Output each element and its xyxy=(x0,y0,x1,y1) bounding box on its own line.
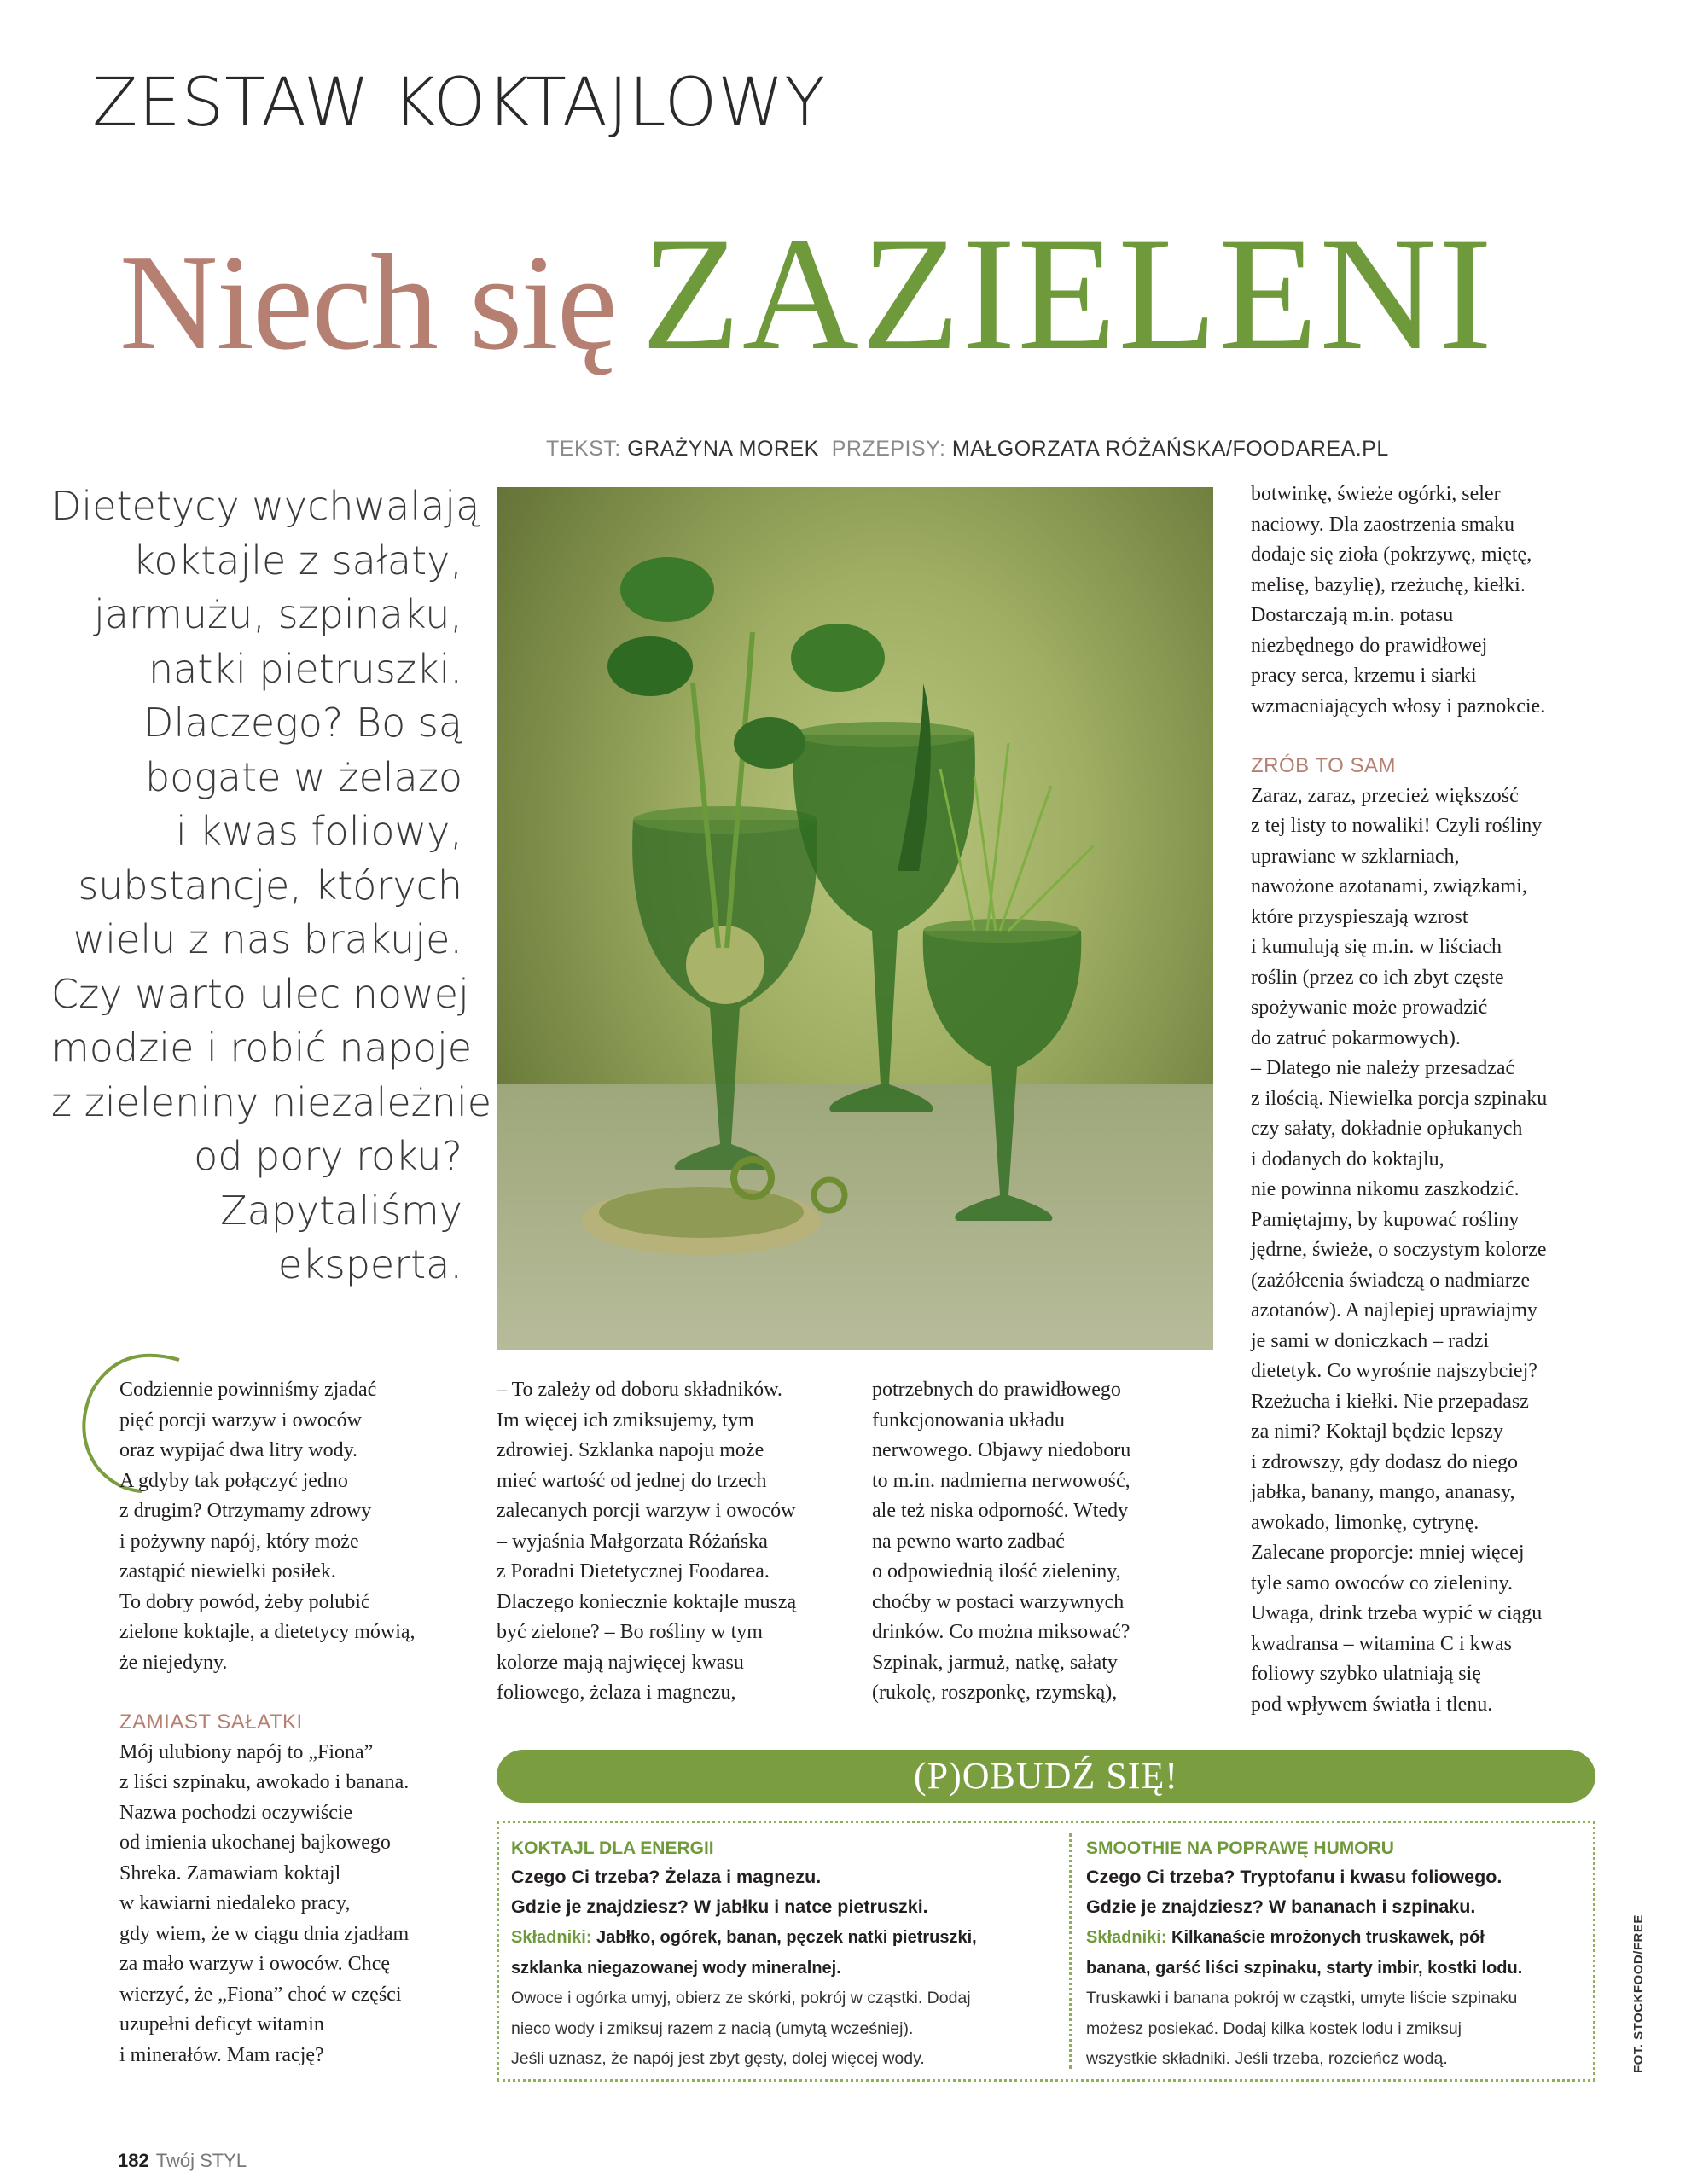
recipe-2-title: SMOOTHIE NA POPRAWĘ HUMORU xyxy=(1086,1838,1394,1858)
credits xyxy=(546,437,1389,462)
body-line: wzmacniających włosy i paznokcie. xyxy=(1251,694,1546,717)
lead-line: bogate w żelazo xyxy=(144,753,462,800)
hero-photo xyxy=(497,487,1213,1350)
lead-line: wielu z nas brakuje. xyxy=(73,916,462,962)
body-line: i zdrowszy, gdy dodasz do niego xyxy=(1251,1450,1519,1473)
body-line: (zażółcenia świadczą o nadmiarze xyxy=(1251,1269,1531,1292)
body-line: azotanów). A najlepiej uprawiajmy xyxy=(1251,1299,1537,1321)
body-line: za nimi? Koktajl będzie lepszy xyxy=(1251,1420,1503,1443)
body-line: jabłka, banany, mango, ananasy, xyxy=(1251,1481,1515,1503)
body-line: foliowego, żelaza i magnezu, xyxy=(497,1682,736,1704)
recipe-1-title: KOKTAJL DLA ENERGII xyxy=(511,1838,714,1858)
body-line: Mój ulubiony napój to „Fiona” xyxy=(119,1740,374,1763)
page-number: 182 xyxy=(118,2150,149,2171)
headline xyxy=(119,205,1495,384)
body-line: ale też niska odporność. Wtedy xyxy=(872,1500,1129,1522)
body-line: Dostarczają m.in. potasu xyxy=(1251,604,1454,626)
box-divider xyxy=(1069,1833,1072,2069)
body-line: roślin (przez co ich zbyt częste xyxy=(1251,966,1504,989)
recipe-box-2 xyxy=(1086,1835,1522,2075)
subhead-zamiast-salatki: ZAMIAST SAŁATKI xyxy=(119,1711,303,1734)
body-line: dietetyk. Co wyrośnie najszybciej? xyxy=(1251,1360,1537,1382)
body-line: być zielone? – Bo rośliny w tym xyxy=(497,1621,763,1643)
body-line: (rukolę, roszponkę, rzymską), xyxy=(872,1682,1118,1704)
lead-line: eksperta. xyxy=(277,1241,462,1287)
lead-line: modzie i robić napoje xyxy=(51,1025,473,1071)
body-line: nerwowego. Objawy niedoboru xyxy=(872,1439,1131,1461)
body-line: potrzebnych do prawidłowego xyxy=(872,1379,1121,1401)
body-line: nie powinna nikomu zaszkodzić. xyxy=(1251,1178,1520,1200)
body-line: Nazwa pochodzi oczywiście xyxy=(119,1801,353,1824)
column-1 xyxy=(119,1375,416,2071)
body-line: pięć porcji warzyw i owoców xyxy=(119,1409,362,1432)
recipe-box-1 xyxy=(511,1835,977,2075)
page-footer xyxy=(118,2150,247,2172)
body-line: jędrne, świeże, o soczystym kolorze xyxy=(1251,1239,1547,1261)
body-line: uprawiane w szklarniach, xyxy=(1251,845,1460,868)
body-line: awokado, limonkę, cytrynę. xyxy=(1251,1511,1479,1534)
body-line: pod wpływem światła i tlenu. xyxy=(1251,1693,1493,1716)
body-line: spożywanie może prowadzić xyxy=(1251,996,1488,1019)
lead-line: substancje, których xyxy=(78,862,462,909)
lead-line: i kwas foliowy, xyxy=(176,808,462,854)
body-line: mieć wartość od jednej do trzech xyxy=(497,1469,767,1492)
body-line: je sami w doniczkach – radzi xyxy=(1251,1329,1490,1352)
column-4 xyxy=(1251,479,1547,1720)
recipe-1-answer: Gdzie je znajdziesz? W jabłku i natce pietruszki. xyxy=(511,1896,928,1917)
body-line: Pamiętajmy, by kupować rośliny xyxy=(1251,1208,1520,1231)
recipe-2-desc-1: Truskawki i banana pokrój w cząstki, umyte liście szpinaku xyxy=(1086,1989,1518,2007)
body-line: z ilością. Niewielka porcja szpinaku xyxy=(1251,1087,1548,1110)
lead-line: jarmużu, szpinaku, xyxy=(93,591,462,637)
section-label: ZESTAW KOKTAJLOWY xyxy=(92,65,826,142)
recipes-banner: (P)OBUDŹ SIĘ! xyxy=(497,1750,1595,1803)
lead-paragraph xyxy=(51,479,492,1292)
column-2 xyxy=(497,1375,796,1709)
body-line: niezbędnego do prawidłowej xyxy=(1251,634,1488,657)
body-line: tyle samo owoców co zieleniny. xyxy=(1251,1571,1514,1594)
body-line: nawożone azotanami, związkami, xyxy=(1251,875,1527,897)
body-line: Dlaczego koniecznie koktajle muszą xyxy=(497,1590,797,1613)
body-line: zdrowiej. Szklanka napoju może xyxy=(497,1439,764,1461)
lead-line: Dlaczego? Bo są xyxy=(143,700,462,746)
body-line: na pewno warto zadbać xyxy=(872,1530,1065,1553)
body-line: gdy wiem, że w ciągu dnia zjadłam xyxy=(119,1922,410,1945)
body-line: Zaraz, zaraz, przecież większość xyxy=(1251,784,1519,807)
body-line: drinków. Co można miksować? xyxy=(872,1621,1130,1643)
text-credit-author: GRAŻYNA MOREK xyxy=(627,437,819,461)
recipe-1-ingredients-cont: szklanka niegazowanej wody mineralnej. xyxy=(511,1959,841,1978)
body-line: z liści szpinaku, awokado i banana. xyxy=(119,1771,410,1793)
body-line: i dodanych do koktajlu, xyxy=(1251,1147,1444,1170)
recipe-2-ingredients: Składniki: Kilkanaście mrożonych truskawek, pół xyxy=(1086,1928,1485,1947)
recipe-1-ingredients: Składniki: Jabłko, ogórek, banan, pęczek natki pietruszki, xyxy=(511,1928,977,1947)
body-line: funkcjonowania układu xyxy=(872,1409,1065,1432)
body-line: – Dlatego nie należy przesadzać xyxy=(1251,1057,1515,1079)
body-line: Zalecane proporcje: mniej więcej xyxy=(1251,1542,1525,1564)
body-line: kwadransa – witamina C i kwas xyxy=(1251,1632,1512,1655)
body-line: wierzyć, że „Fiona” choć w części xyxy=(119,1983,402,2006)
body-line: Codziennie powinniśmy zjadać xyxy=(119,1379,377,1401)
body-line: botwinkę, świeże ogórki, seler xyxy=(1251,483,1501,505)
recipes-credit-label: PRZEPISY: xyxy=(831,437,946,461)
body-line: które przyspieszają wzrost xyxy=(1251,905,1468,928)
body-line: zastąpić niewielki posiłek. xyxy=(119,1560,336,1583)
photo-credit: FOT. STOCKFOOD/FREE xyxy=(1631,1914,1646,2073)
body-line: do zatruć pokarmowych). xyxy=(1251,1026,1461,1049)
recipe-boxes xyxy=(497,1821,1595,2082)
lead-line: od pory roku? xyxy=(194,1133,462,1179)
body-line: choćby w postaci warzywnych xyxy=(872,1590,1125,1613)
subhead-zrob-to-sam: ZRÓB TO SAM xyxy=(1251,754,1396,777)
headline-part2: ZAZIELENI xyxy=(641,205,1495,384)
body-line: To dobry powód, żeby polubić xyxy=(119,1590,370,1613)
body-line: naciowy. Dla zaostrzenia smaku xyxy=(1251,513,1514,536)
recipe-2-answer: Gdzie je znajdziesz? W bananach i szpinaku. xyxy=(1086,1896,1476,1917)
body-line: za mało warzyw i owoców. Chcę xyxy=(119,1953,390,1975)
lead-line: Dietetycy wychwalają xyxy=(51,483,480,529)
body-line: że niejedyny. xyxy=(119,1651,228,1674)
magazine-name: Twój STYL xyxy=(155,2150,247,2171)
recipe-1-desc-2: nieco wody i zmiksuj razem z nacią (umytą wcześniej). xyxy=(511,2018,914,2038)
column-3 xyxy=(872,1375,1130,1709)
body-line: od imienia ukochanej bajkowego xyxy=(119,1832,391,1854)
body-line: czy sałaty, dokładnie opłukanych xyxy=(1251,1118,1523,1140)
body-line: Uwaga, drink trzeba wypić w ciągu xyxy=(1251,1602,1543,1624)
body-line: zielone koktajle, a dietetycy mówią, xyxy=(119,1621,416,1643)
recipe-2-desc-2: możesz posiekać. Dodaj kilka kostek lodu i zmiksuj xyxy=(1086,2018,1462,2038)
body-line: – wyjaśnia Małgorzata Różańska xyxy=(497,1530,768,1553)
body-line: Shreka. Zamawiam koktajl xyxy=(119,1862,341,1885)
body-line: zalecanych porcji warzyw i owoców xyxy=(497,1500,796,1522)
recipe-1-desc-1: Owoce i ogórka umyj, obierz ze skórki, pokrój w cząstki. Dodaj xyxy=(511,1989,971,2007)
body-line: A gdyby tak połączyć jedno xyxy=(119,1469,348,1492)
recipe-1-question: Czego Ci trzeba? Żelaza i magnezu. xyxy=(511,1867,822,1887)
headline-part1: Niech się xyxy=(119,226,616,378)
recipe-2-ingredients-cont: banana, garść liści szpinaku, starty imbir, kostki lodu. xyxy=(1086,1959,1523,1978)
recipes-credit-author: MAŁGORZATA RÓŻAŃSKA/FOODAREA.PL xyxy=(951,437,1389,461)
lead-line: koktajle z sałaty, xyxy=(132,537,462,584)
body-line: uzupełni deficyt witamin xyxy=(119,2013,324,2036)
body-line: Rzeżucha i kiełki. Nie przepadasz xyxy=(1251,1390,1529,1413)
body-line: oraz wypijać dwa litry wody. xyxy=(119,1439,358,1461)
lead-line: natki pietruszki. xyxy=(148,645,462,692)
body-line: z drugim? Otrzymamy zdrowy xyxy=(119,1500,372,1522)
body-line: Im więcej ich zmiksujemy, tym xyxy=(497,1409,754,1432)
body-line: melisę, bazylię), rzeżuchę, kiełki. xyxy=(1251,573,1526,596)
recipe-1-desc-3: Jeśli uznasz, że napój jest zbyt gęsty, dolej więcej wody. xyxy=(511,2049,925,2068)
text-credit-label: TEKST: xyxy=(546,437,621,461)
body-line: z tej listy to nowaliki! Czyli rośliny xyxy=(1251,815,1543,837)
body-line: Szpinak, jarmuż, natkę, sałaty xyxy=(872,1651,1118,1674)
body-line: i kumulują się m.in. w liściach xyxy=(1251,936,1502,958)
body-line: o odpowiednią ilość zieleniny, xyxy=(872,1560,1121,1583)
lead-line: Zapytaliśmy xyxy=(220,1187,462,1234)
recipe-2-desc-3: wszystkie składniki. Jeśli trzeba, rozcieńcz wodą. xyxy=(1086,2049,1448,2068)
body-line: dodaje się zioła (pokrzywę, miętę, xyxy=(1251,543,1532,566)
lead-line: Czy warto ulec nowej xyxy=(51,970,469,1017)
body-line: i minerałów. Mam rację? xyxy=(119,2043,324,2066)
body-line: i pożywny napój, który może xyxy=(119,1530,359,1553)
plants-in-glasses-illustration xyxy=(497,487,1213,1350)
body-line: z Poradni Dietetycznej Foodarea. xyxy=(497,1560,770,1583)
body-line: pracy serca, krzemu i siarki xyxy=(1251,665,1477,687)
body-line: to m.in. nadmierna nerwowość, xyxy=(872,1469,1130,1492)
lead-line: z zieleniny niezależnie xyxy=(51,1078,492,1125)
body-line: – To zależy od doboru składników. xyxy=(497,1379,782,1401)
body-line: w kawiarni niedaleko pracy, xyxy=(119,1892,351,1914)
recipe-2-question: Czego Ci trzeba? Tryptofanu i kwasu foliowego. xyxy=(1086,1867,1502,1887)
body-line: foliowy szybko ulatniają się xyxy=(1251,1663,1481,1685)
body-line: kolorze mają najwięcej kwasu xyxy=(497,1651,744,1674)
